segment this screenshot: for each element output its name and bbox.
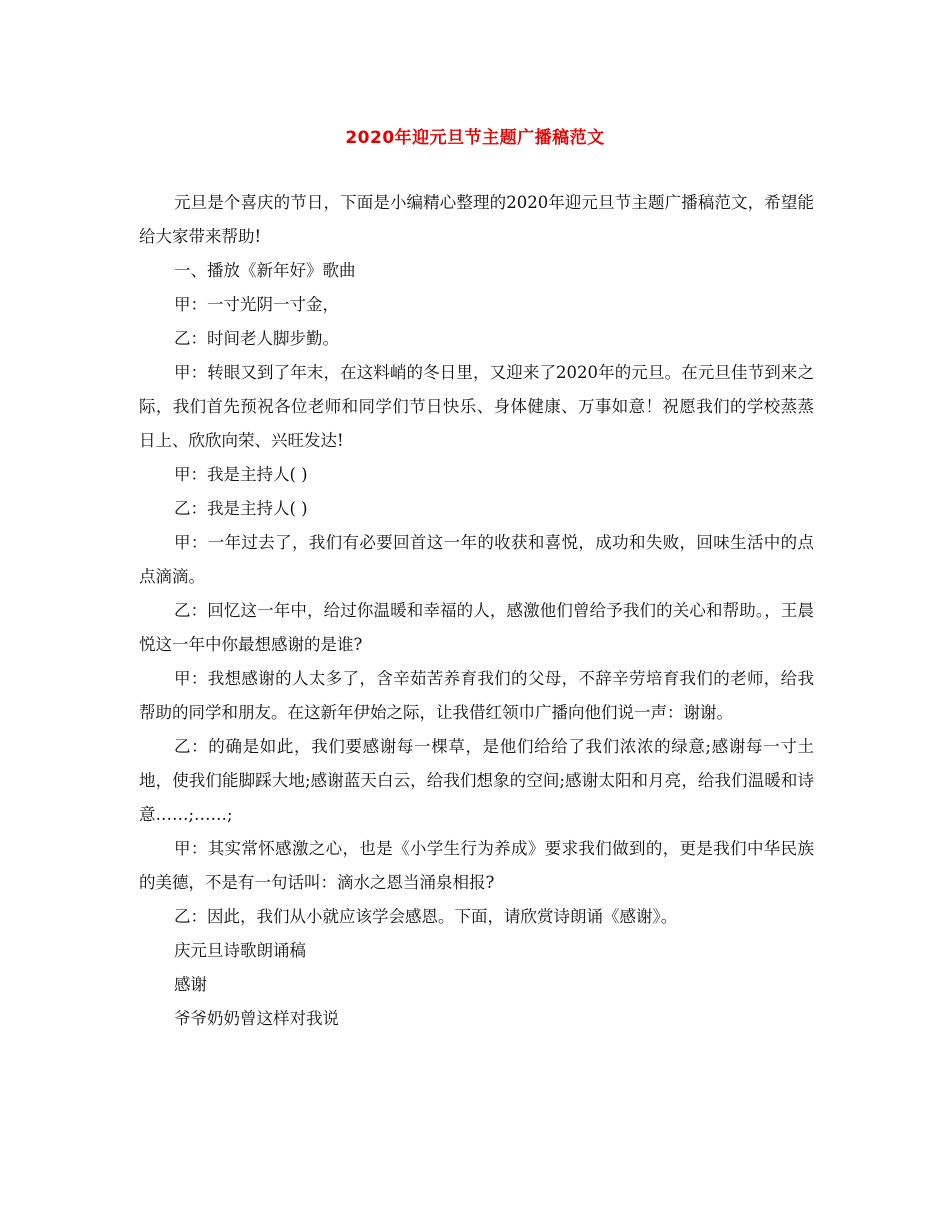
paragraph: 甲：一年过去了，我们有必要回首这一年的收获和喜悦，成功和失败，回味生活中的点点滴滴。 (139, 533, 814, 586)
paragraph: 乙：的确是如此，我们要感谢每一棵草，是他们给给了我们浓浓的绿意;感谢每一寸土地，使我们能脚踩大地;感谢蓝天白云，给我们想象的空间;感谢太阳和月亮，给我们温暖和诗意……;……; (139, 737, 814, 824)
paragraph: 甲：一寸光阴一寸金， (174, 295, 339, 314)
paragraph: 甲：我是主持人( ) (174, 465, 308, 484)
paragraph: 甲：其实常怀感激之心，也是《小学生行为养成》要求我们做到的，更是我们中华民族的美德，不是有一句话叫：滴水之恩当涌泉相报? (139, 839, 814, 892)
paragraph: 乙：我是主持人( ) (174, 499, 308, 518)
paragraph: 甲：我想感谢的人太多了，含辛茹苦养育我们的父母，不辞辛劳培育我们的老师，给我帮助的同学和朋友。在这新年伊始之际，让我借红领巾广播向他们说一声：谢谢。 (139, 669, 814, 722)
paragraph: 乙：因此，我们从小就应该学会感恩。下面，请欣赏诗朗诵《感谢》。 (174, 907, 678, 926)
paragraph: 庆元旦诗歌朗诵稿 (174, 941, 306, 960)
paragraph: 甲：转眼又到了年末，在这料峭的冬日里，又迎来了2020年的元旦。在元旦佳节到来之际，我们首先预祝各位老师和同学们节日快乐、身体健康、万事如意！祝愿我们的学校蒸蒸日上、欣欣向荣、兴旺发达! (139, 363, 814, 450)
paragraph: 感谢 (174, 975, 207, 994)
paragraph: 一、播放《新年好》歌曲 (174, 261, 356, 280)
document-body (139, 186, 814, 1036)
document-title: 2020年迎元旦节主题广播稿范文 (345, 128, 605, 148)
paragraph: 乙：时间老人脚步勤。 (174, 329, 339, 348)
paragraph: 元旦是个喜庆的节日，下面是小编精心整理的2020年迎元旦节主题广播稿范文，希望能给大家带来帮助! (139, 193, 814, 246)
paragraph: 爷爷奶奶曾这样对我说 (174, 1009, 339, 1028)
paragraph: 乙：回忆这一年中，给过你温暖和幸福的人，感激他们曾给予我们的关心和帮助。，王晨悦这一年中你最想感谢的是谁? (139, 601, 814, 654)
